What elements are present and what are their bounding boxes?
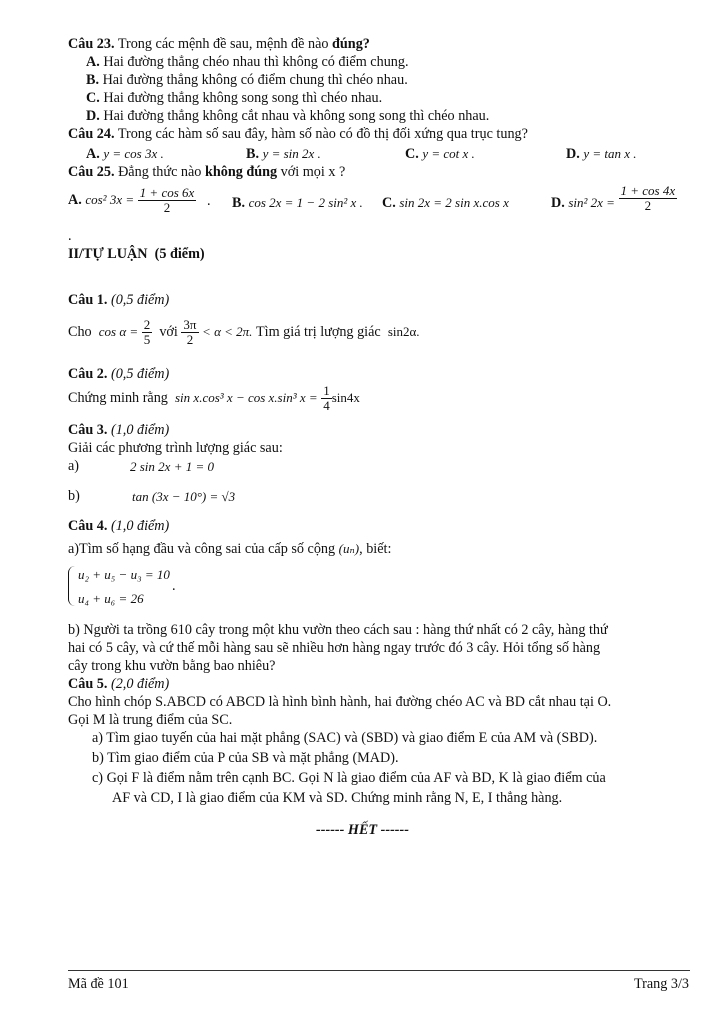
- stray-dot: .: [68, 228, 72, 244]
- fraction: $\frac{3\pi}{2}$: [183, 317, 197, 347]
- fraction: $\frac{1}{4}$: [323, 383, 330, 413]
- c1-heading: Câu 1. (0,5 điểm): [68, 292, 170, 308]
- period: .: [207, 193, 211, 209]
- footer-page-number: Trang 3/3: [633, 976, 689, 992]
- c4-a-text: a)Tìm số hạng đầu và công sai của cấp số cộng (uₙ), biết:: [68, 541, 392, 557]
- c4-heading: Câu 4. (1,0 điểm): [68, 518, 170, 534]
- c1-body: Cho cos α = $\frac{2}{5}$ với $\frac{3\pi}{2}$ < α < 2π. Tìm giá trị lượng giác sin2α.: [68, 317, 420, 347]
- c2-heading: Câu 2. (0,5 điểm): [68, 366, 170, 382]
- c5-intro1: Cho hình chóp S.ABCD có ABCD là hình bình hành, hai đường chéo AC và BD cắt nhau tại O.: [68, 694, 612, 710]
- c4-b-line2: hai có 5 cây, và cứ thế mỗi hàng sau sẽ nhiều hơn hàng ngay trước đó 3 cây. Hỏi tổng số hàng: [68, 640, 601, 656]
- c3-a-key: a): [68, 458, 80, 474]
- q24-stem: Câu 24. Trong các hàm số sau đây, hàm số nào có đồ thị đối xứng qua trục tung?: [68, 126, 528, 142]
- c4-b-line3: cây trong khu vườn bằng bao nhiêu?: [68, 658, 276, 674]
- c5-heading: Câu 5. (2,0 điểm): [68, 676, 170, 692]
- c4-b-line1: b) Người ta trồng 610 cây trong một khu vườn theo cách sau : hàng thứ nhất có 2 cây, hàng thứ: [68, 622, 608, 638]
- c3-intro: Giải các phương trình lượng giác sau:: [68, 440, 283, 456]
- end-marker: ------ HẾT ------: [316, 822, 409, 838]
- c4-system-eq1: u₂ + u₅ − u₃ = 10: [78, 567, 170, 582]
- part2-heading: II/TỰ LUẬN (5 điểm): [68, 246, 205, 262]
- c4-system-eq2: u₄ + u₆ = 26: [78, 591, 144, 606]
- q25-option-a: A. cos² 3x = $\frac{1 + \cos 6x}{2}$: [68, 185, 195, 215]
- c3-b-equation: tan (3x − 10°) = √3: [132, 489, 236, 504]
- system-brace: [68, 566, 75, 606]
- c3-heading: Câu 3. (1,0 điểm): [68, 422, 170, 438]
- q24-option-c: C. y = cot x .: [405, 146, 475, 162]
- c5-part-c1: c) Gọi F là điểm nằm trên cạnh BC. Gọi N là giao điểm của AF và BD, K là giao điểm của: [92, 770, 606, 786]
- q24-option-a: A. y = cos 3x .: [86, 146, 164, 162]
- q25-option-b: B. cos 2x = 1 − 2 sin² x .: [232, 195, 363, 211]
- c5-part-c2: AF và CD, I là giao điểm của KM và SD. Chứng minh rằng N, E, I thẳng hàng.: [112, 790, 563, 806]
- q23-option-b: B. Hai đường thẳng không có điểm chung thì chéo nhau.: [86, 72, 408, 88]
- c5-part-a: a) Tìm giao tuyến của hai mặt phẳng (SAC) và (SBD) và giao điểm E của AM và (SBD).: [92, 730, 598, 746]
- q24-option-b: B. y = sin 2x .: [246, 146, 321, 162]
- c2-body: Chứng minh rằng sin x.cos³ x − cos x.sin³ x = $\frac{1}{4}$ sin4x: [68, 383, 360, 413]
- period: .: [172, 578, 176, 594]
- c5-intro2: Gọi M là trung điểm của SC.: [68, 712, 233, 728]
- q25-option-c: C. sin 2x = 2 sin x.cos x: [382, 195, 509, 211]
- fraction: $\frac{1 + \cos 4x}{2}$: [620, 183, 676, 214]
- footer-divider: [68, 970, 690, 971]
- q24-option-d: D. y = tan x .: [566, 146, 637, 162]
- q25-stem: Câu 25. Đẳng thức nào không đúng với mọi x ?: [68, 164, 346, 180]
- q23-option-c: C. Hai đường thẳng không song song thì chéo nhau.: [86, 90, 383, 106]
- c3-a-equation: 2 sin 2x + 1 = 0: [130, 459, 214, 474]
- fraction: $\frac{1 + \cos 6x}{2}$: [139, 185, 195, 215]
- q23-option-d: D. Hai đường thẳng không cắt nhau và không song song thì chéo nhau.: [86, 108, 490, 124]
- q23-stem: Câu 23. Trong các mệnh đề sau, mệnh đề nào đúng?: [68, 36, 370, 52]
- q25-option-d: D. sin² 2x = $\frac{1 + \cos 4x}{2}$: [551, 183, 676, 214]
- c3-b-key: b): [68, 488, 80, 504]
- q23-option-a: A. Hai đường thẳng chéo nhau thì không có điểm chung.: [86, 54, 409, 70]
- c5-part-b: b) Tìm giao điểm của P của SB và mặt phẳng (MAD).: [92, 750, 399, 766]
- fraction: $\frac{2}{5}$: [143, 317, 151, 347]
- footer-exam-code: Mã đề 101: [68, 976, 129, 992]
